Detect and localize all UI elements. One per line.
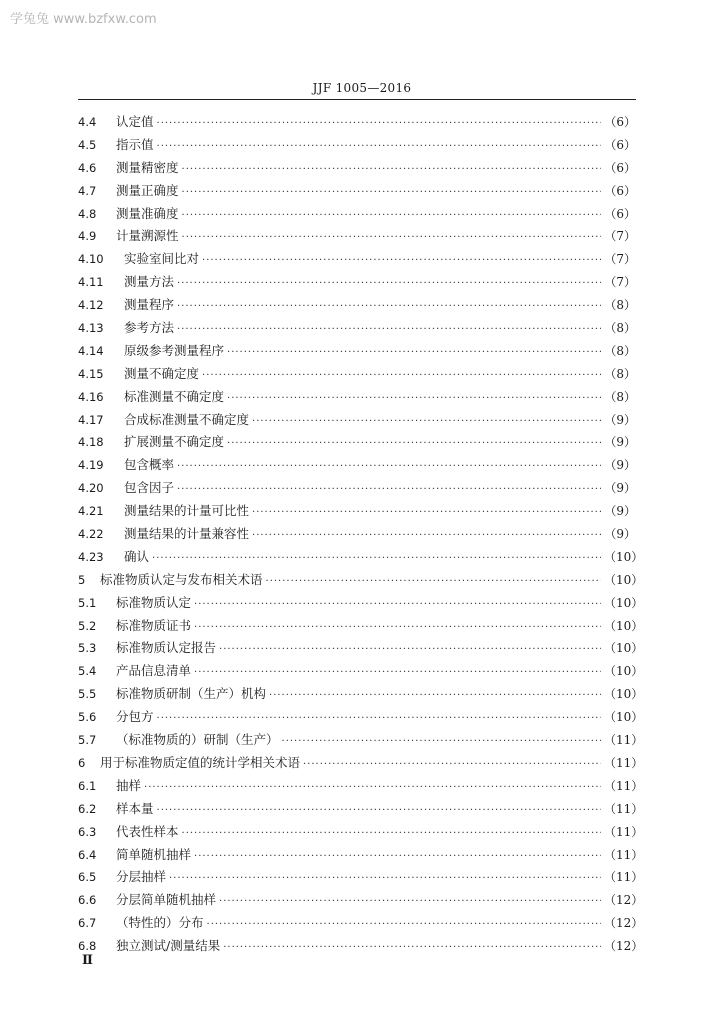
toc-entry-title: 认定值 xyxy=(116,114,154,129)
toc-entry-title: 标准物质认定报告 xyxy=(116,640,217,656)
toc-entry[interactable] xyxy=(78,867,644,890)
toc-leader-dots xyxy=(252,507,601,518)
toc-entry-page: （9） xyxy=(604,527,636,542)
toc-entry-title: 原级参考测量程序 xyxy=(124,342,225,358)
toc-entry[interactable] xyxy=(78,845,644,868)
toc-leader-dots xyxy=(194,667,601,678)
toc-entry-number: 4.18 xyxy=(78,435,104,450)
toc-leader-dots xyxy=(177,301,601,312)
toc-entry-title: 产品信息清单 xyxy=(116,663,192,679)
watermark: 学兔兔 www.bzfxw.com xyxy=(10,12,157,27)
toc-leader-dots xyxy=(177,461,601,472)
toc-entry-page: （9） xyxy=(604,412,636,427)
toc-entry[interactable] xyxy=(78,249,636,272)
toc-entry-title: 实验室间比对 xyxy=(124,251,200,267)
toc-entry-title: 参考方法 xyxy=(124,320,175,336)
toc-entry-number: 4.15 xyxy=(78,366,104,381)
toc-entry-number: 6.5 xyxy=(78,870,97,885)
toc-entry-page: （10） xyxy=(604,618,644,633)
toc-entry-page: （6） xyxy=(604,160,636,175)
toc-entry-page: （11） xyxy=(604,870,644,885)
toc-entry[interactable] xyxy=(78,616,644,639)
toc-leader-dots xyxy=(223,942,601,953)
toc-entry[interactable] xyxy=(78,501,636,524)
toc-leader-dots xyxy=(202,370,601,381)
toc-entry[interactable] xyxy=(78,776,644,799)
toc-entry[interactable] xyxy=(78,181,636,204)
toc-entry-page: （11） xyxy=(604,801,644,816)
toc-entry-number: 4.16 xyxy=(78,389,104,404)
toc-entry-title: 测量结果的计量兼容性 xyxy=(124,526,250,542)
toc-entry-number: 5.7 xyxy=(78,733,97,748)
toc-entry[interactable] xyxy=(78,913,644,936)
toc-entry-page: （10） xyxy=(604,549,644,564)
toc-entry[interactable] xyxy=(78,158,636,181)
toc-entry-title: 分层简单随机抽样 xyxy=(116,892,217,908)
toc-entry[interactable] xyxy=(78,318,636,341)
toc-entry-number: 6.1 xyxy=(78,778,97,793)
toc-entry-number: 6.4 xyxy=(78,847,97,862)
toc-entry-page: （12） xyxy=(604,939,644,954)
toc-entry-page: （7） xyxy=(604,229,636,244)
toc-entry-title: 合成标准测量不确定度 xyxy=(124,411,250,427)
toc-entry-page: （9） xyxy=(604,435,636,450)
toc-entry[interactable] xyxy=(78,684,644,707)
toc-entry-page: （9） xyxy=(604,481,636,496)
toc-entry-title: 简单随机抽样 xyxy=(116,846,192,862)
toc-entry-number: 6.8 xyxy=(78,939,97,954)
toc-entry-title: 包含因子 xyxy=(124,480,175,496)
toc-leader-dots xyxy=(177,484,601,495)
toc-leader-dots xyxy=(144,782,601,793)
toc-entry-page: （8） xyxy=(604,298,636,313)
toc-leader-dots xyxy=(207,919,601,930)
toc-leader-dots xyxy=(194,599,601,610)
toc-entry-number: 4.5 xyxy=(78,137,97,152)
toc-entry[interactable] xyxy=(78,547,644,570)
toc-entry-title: 测量方法 xyxy=(124,274,175,290)
toc-entry-page: （6） xyxy=(604,183,636,198)
toc-entry[interactable] xyxy=(78,204,636,227)
toc-entry-number: 4.13 xyxy=(78,321,104,336)
toc-leader-dots xyxy=(227,347,601,358)
toc-entry-title: 标准物质证书 xyxy=(116,617,192,633)
toc-leader-dots xyxy=(219,644,601,655)
toc-entry-page: （6） xyxy=(604,115,636,129)
toc-leader-dots xyxy=(282,736,601,747)
toc-leader-dots xyxy=(182,187,601,198)
toc-entry-number: 6.6 xyxy=(78,893,97,908)
toc-leader-dots xyxy=(177,278,601,289)
toc-entry-number: 4.17 xyxy=(78,412,104,427)
toc-entry[interactable] xyxy=(78,135,636,158)
toc-entry-title: 指示值 xyxy=(116,136,154,152)
toc-entry-title: 样本量 xyxy=(116,800,154,816)
toc-entry-number: 4.9 xyxy=(78,229,97,244)
toc-entry-page: （11） xyxy=(604,847,644,862)
toc-entry-page: （10） xyxy=(604,664,644,679)
toc-entry-number: 4.14 xyxy=(78,343,104,358)
toc-entry-number: 4.6 xyxy=(78,160,97,175)
toc-entry[interactable] xyxy=(78,410,636,433)
toc-entry-page: （11） xyxy=(604,755,644,770)
toc-entry-page: （10） xyxy=(604,572,644,587)
toc-entry-title: 扩展测量不确定度 xyxy=(124,434,225,450)
toc-entry[interactable] xyxy=(78,341,636,364)
toc-leader-dots xyxy=(266,576,601,587)
toc-entry-title: 测量正确度 xyxy=(116,182,179,198)
toc-entry[interactable] xyxy=(78,638,644,661)
toc-leader-dots xyxy=(177,324,601,335)
toc-entry-page: （6） xyxy=(604,137,636,152)
toc-entry[interactable] xyxy=(78,593,644,616)
toc-entry-page: （11） xyxy=(604,824,644,839)
toc-entry-page: （7） xyxy=(604,252,636,267)
toc-entry-page: （8） xyxy=(604,389,636,404)
toc-leader-dots xyxy=(194,622,601,633)
toc-entry-number: 4.11 xyxy=(78,275,104,290)
toc-leader-dots xyxy=(182,232,601,243)
toc-entry-number: 4.12 xyxy=(78,298,104,313)
toc-entry-title: 独立测试/测量结果 xyxy=(116,938,221,954)
toc-entry[interactable] xyxy=(78,112,636,135)
toc-entry[interactable] xyxy=(78,707,644,730)
toc-entry-page: （11） xyxy=(604,778,644,793)
toc-leader-dots xyxy=(227,438,601,449)
toc-entry-title: 测量精密度 xyxy=(116,159,179,175)
toc-entry-number: 6.2 xyxy=(78,801,97,816)
toc-leader-dots xyxy=(219,896,601,907)
toc-entry-number: 4.19 xyxy=(78,458,104,473)
table-of-contents xyxy=(78,112,644,959)
toc-entry-title: （特性的）分布 xyxy=(116,915,204,931)
toc-entry[interactable] xyxy=(78,799,644,822)
toc-entry-number: 4.21 xyxy=(78,504,104,519)
toc-entry[interactable] xyxy=(78,364,636,387)
toc-leader-dots xyxy=(157,141,601,152)
toc-entry-page: （9） xyxy=(604,504,636,519)
toc-leader-dots xyxy=(182,828,601,839)
toc-entry-number: 5.4 xyxy=(78,664,97,679)
toc-leader-dots xyxy=(194,851,601,862)
toc-entry-title: 分包方 xyxy=(116,709,154,725)
toc-entry-number: 5.5 xyxy=(78,687,97,702)
toc-entry[interactable] xyxy=(78,226,636,249)
toc-entry[interactable] xyxy=(78,387,636,410)
toc-entry-page: （10） xyxy=(604,641,644,656)
toc-entry-title: 用于标准物质定值的统计学相关术语 xyxy=(100,754,301,770)
toc-leader-dots xyxy=(182,164,601,175)
toc-entry-number: 5.6 xyxy=(78,710,97,725)
toc-leader-dots xyxy=(157,713,601,724)
toc-leader-dots xyxy=(303,759,601,770)
toc-entry-page: （10） xyxy=(604,687,644,702)
toc-entry[interactable] xyxy=(78,730,644,753)
toc-entry-title: 抽样 xyxy=(116,777,142,793)
toc-leader-dots xyxy=(182,210,601,221)
toc-entry-page: （10） xyxy=(604,710,644,725)
toc-entry[interactable] xyxy=(78,455,636,478)
toc-entry-page: （10） xyxy=(604,595,644,610)
toc-entry-title: 确认 xyxy=(124,548,150,564)
toc-entry[interactable] xyxy=(78,936,644,959)
toc-leader-dots xyxy=(252,416,601,427)
toc-entry-page: （11） xyxy=(604,733,644,748)
toc-leader-dots xyxy=(252,530,601,541)
toc-entry-title: （标准物质的）研制（生产） xyxy=(116,732,279,748)
toc-entry-number: 4.10 xyxy=(78,252,104,267)
toc-entry[interactable] xyxy=(78,822,644,845)
toc-entry-title: 标准物质认定与发布相关术语 xyxy=(100,571,263,587)
toc-leader-dots xyxy=(157,118,601,129)
toc-entry-number: 4.20 xyxy=(78,481,104,496)
toc-entry-page: （8） xyxy=(604,366,636,381)
toc-entry-title: 计量溯源性 xyxy=(116,228,179,244)
toc-entry-number: 4.23 xyxy=(78,549,104,564)
toc-entry-number: 4.7 xyxy=(78,183,97,198)
toc-entry-title: 标准物质研制（生产）机构 xyxy=(116,686,267,702)
toc-entry-number: 5 xyxy=(78,572,86,587)
toc-entry-number: 5.3 xyxy=(78,641,97,656)
toc-entry[interactable] xyxy=(78,272,636,295)
toc-entry[interactable] xyxy=(78,753,644,776)
toc-leader-dots xyxy=(202,255,601,266)
toc-entry[interactable] xyxy=(78,890,644,913)
toc-entry-page: （7） xyxy=(604,275,636,290)
toc-entry-title: 标准物质认定 xyxy=(116,594,192,610)
toc-leader-dots xyxy=(227,393,601,404)
toc-entry[interactable] xyxy=(78,478,636,501)
toc-entry-number: 5.2 xyxy=(78,618,97,633)
toc-entry-title: 测量结果的计量可比性 xyxy=(124,503,250,519)
toc-leader-dots xyxy=(152,553,601,564)
toc-entry-page: （6） xyxy=(604,206,636,221)
toc-entry-title: 测量准确度 xyxy=(116,205,179,221)
toc-entry-title: 测量程序 xyxy=(124,297,175,313)
toc-entry-number: 6.3 xyxy=(78,824,97,839)
toc-entry[interactable] xyxy=(78,524,636,547)
header-rule xyxy=(78,99,636,100)
toc-entry-page: （8） xyxy=(604,321,636,336)
toc-entry-page: （12） xyxy=(604,893,644,908)
toc-entry-page: （12） xyxy=(604,916,644,931)
toc-entry-title: 分层抽样 xyxy=(116,869,167,885)
toc-leader-dots xyxy=(169,873,601,884)
toc-entry[interactable] xyxy=(78,295,636,318)
toc-entry-number: 4.22 xyxy=(78,527,104,542)
page-number: Ⅱ xyxy=(82,953,93,968)
toc-entry-number: 4.8 xyxy=(78,206,97,221)
toc-entry[interactable] xyxy=(78,661,644,684)
toc-entry[interactable] xyxy=(78,570,644,593)
toc-entry-number: 4.4 xyxy=(78,115,97,129)
toc-entry-page: （9） xyxy=(604,458,636,473)
toc-entry-number: 6 xyxy=(78,755,86,770)
toc-leader-dots xyxy=(269,690,601,701)
toc-entry[interactable] xyxy=(78,432,636,455)
toc-entry-number: 6.7 xyxy=(78,916,97,931)
toc-entry-title: 测量不确定度 xyxy=(124,365,200,381)
toc-entry-title: 代表性样本 xyxy=(116,823,179,839)
toc-entry-title: 标准测量不确定度 xyxy=(124,388,225,404)
toc-entry-number: 5.1 xyxy=(78,595,97,610)
toc-entry-title: 包含概率 xyxy=(124,457,175,473)
toc-leader-dots xyxy=(157,805,601,816)
toc-entry-page: （8） xyxy=(604,343,636,358)
page-header-title: JJF 1005—2016 xyxy=(312,81,412,95)
